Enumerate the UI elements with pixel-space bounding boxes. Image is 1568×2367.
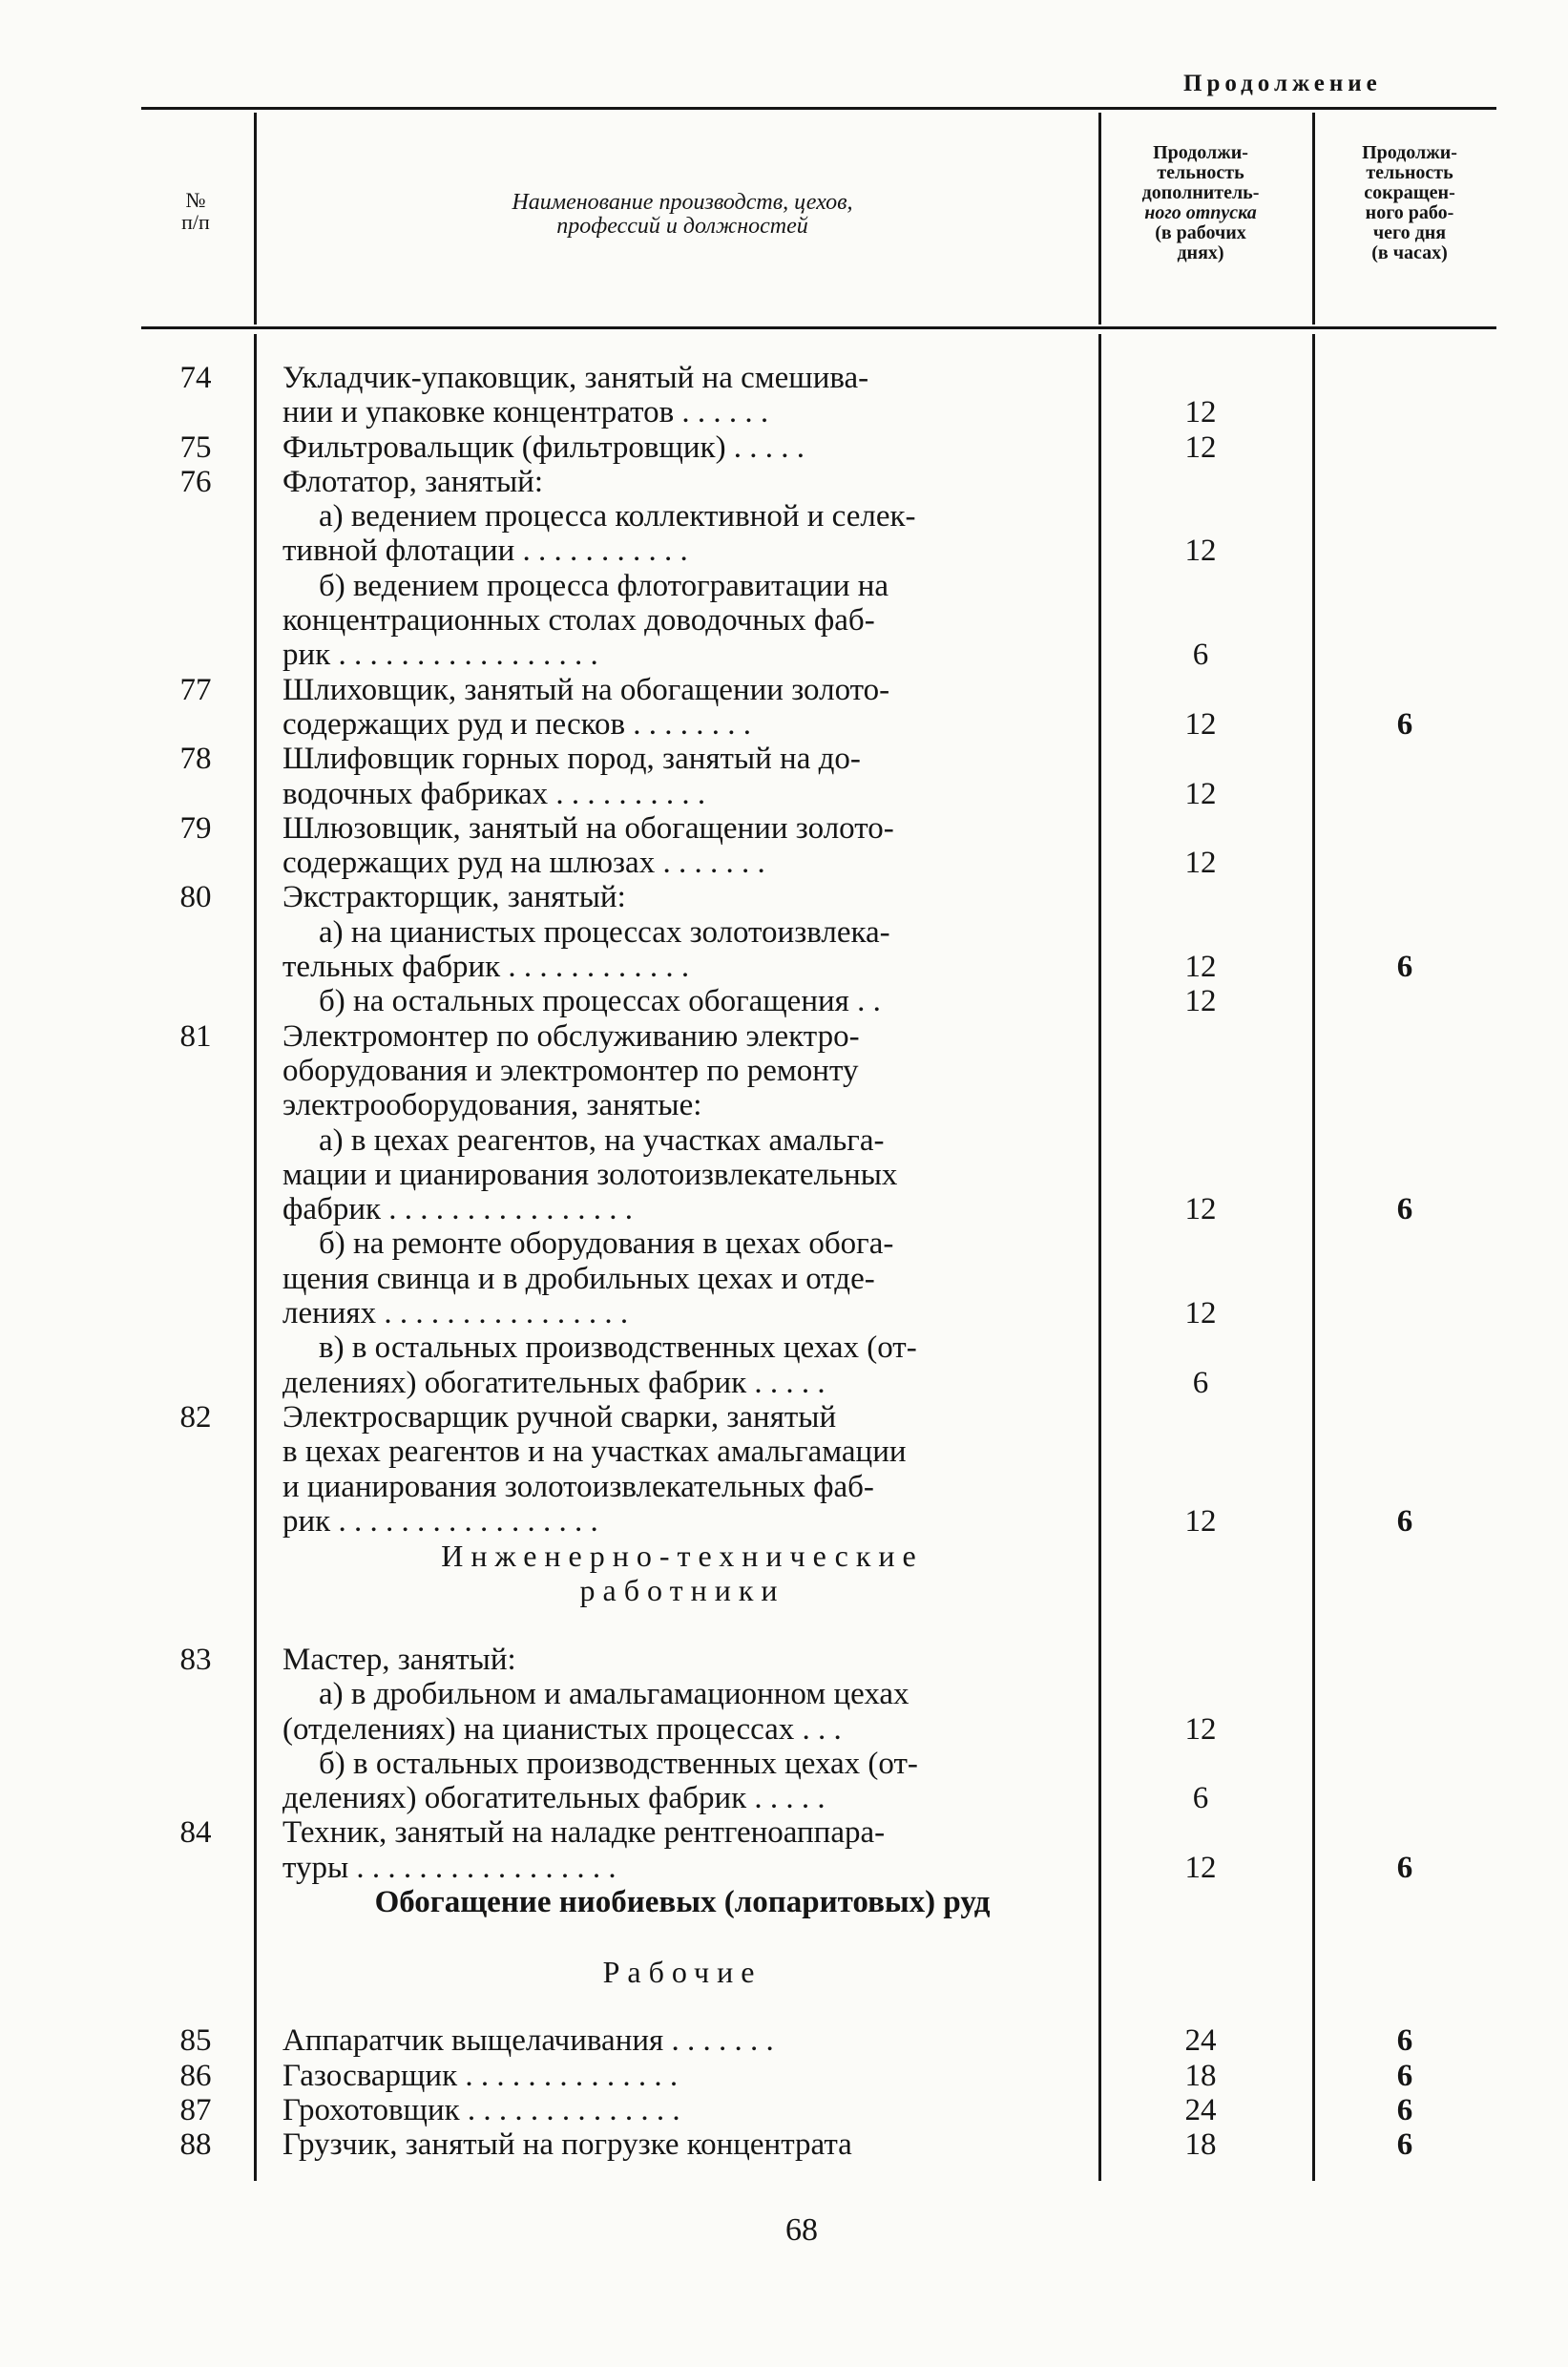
row-text: б) на остальных процессах обогащения . .: [319, 984, 881, 1019]
page-number: 68: [785, 2212, 818, 2248]
table-row: [0, 1504, 1568, 1539]
row-leave-days: 12: [1184, 534, 1217, 569]
row-leave-days: 12: [1184, 984, 1217, 1019]
row-text: тивной флотации . . . . . . . . . . .: [282, 534, 688, 569]
row-text: и цианирования золотоизвлекательных фаб-: [282, 1469, 874, 1504]
table-row: [0, 1296, 1568, 1330]
row-leave-days: 24: [1184, 2092, 1217, 2127]
row-leave-days: 6: [1192, 1365, 1209, 1400]
row-day-hours: 6: [1396, 2023, 1413, 2059]
table-row: [0, 2127, 1568, 2162]
table-row: [0, 1885, 1568, 1919]
row-number: 76: [179, 464, 212, 499]
row-text: нии и упаковке концентратов . . . . . .: [282, 395, 769, 430]
row-text: работники: [579, 1573, 785, 1608]
row-leave-days: 6: [1192, 1781, 1209, 1816]
table-row: [0, 1573, 1568, 1607]
table-row: [0, 1747, 1568, 1781]
table-row: [0, 1539, 1568, 1573]
table-row: [0, 1123, 1568, 1158]
table-body: [0, 361, 1568, 2162]
row-number: 78: [179, 742, 212, 777]
row-text: б) на ремонте оборудования в цехах обога-: [319, 1226, 894, 1262]
row-text: в цехах реагентов и на участках амальгамации: [282, 1435, 907, 1470]
row-text: оборудования и электромонтер по ремонту: [282, 1053, 859, 1088]
row-number: 82: [179, 1399, 212, 1435]
row-leave-days: 18: [1184, 2127, 1217, 2163]
table-row: [0, 2059, 1568, 2093]
row-leave-days: 12: [1184, 395, 1217, 430]
row-text: туры . . . . . . . . . . . . . . . . .: [282, 1850, 617, 1885]
row-leave-days: 18: [1184, 2058, 1217, 2093]
table-row: [0, 1851, 1568, 1885]
row-text: фабрик . . . . . . . . . . . . . . . .: [282, 1192, 634, 1227]
continued-label: Продолжение: [1183, 71, 1382, 96]
row-text: делениях) обогатительных фабрик . . . . .: [282, 1781, 826, 1816]
table-row: [0, 361, 1568, 395]
row-text: электрооборудования, занятые:: [282, 1088, 702, 1123]
header-number: № п/п: [181, 188, 210, 235]
row-number: 83: [179, 1642, 212, 1677]
table-row: [0, 499, 1568, 534]
row-text: а) ведением процесса коллективной и селек-: [319, 499, 916, 534]
row-text: мации и цианирования золотоизвлекательных: [282, 1157, 898, 1192]
row-leave-days: 12: [1184, 776, 1217, 811]
table-row: [0, 880, 1568, 914]
table-row: [0, 742, 1568, 776]
row-day-hours: 6: [1396, 1850, 1413, 1885]
table-row: [0, 1435, 1568, 1469]
row-text: делениях) обогатительных фабрик . . . . .: [282, 1365, 826, 1400]
row-number: 87: [179, 2092, 212, 2127]
row-text: лениях . . . . . . . . . . . . . . . .: [282, 1296, 629, 1331]
row-text: Электросварщик ручной сварки, занятый: [282, 1399, 837, 1435]
table-row: [0, 1781, 1568, 1815]
table-row: [0, 1608, 1568, 1643]
row-number: 77: [179, 672, 212, 707]
row-text: содержащих руд на шлюзах . . . . . . .: [282, 846, 765, 881]
row-leave-days: 12: [1184, 846, 1217, 881]
table-row: [0, 984, 1568, 1018]
row-text: Техник, занятый на наладке рентгеноаппара-: [282, 1815, 886, 1851]
row-text: а) в дробильном и амальгамационном цехах: [319, 1677, 909, 1712]
header-reduced-day: Продолжи- тельность сокращен- ного рабо- чего дня (в часах): [1362, 142, 1457, 263]
row-leave-days: 12: [1184, 950, 1217, 985]
table-row: [0, 1192, 1568, 1226]
row-leave-days: 6: [1192, 638, 1209, 673]
table-row: [0, 1643, 1568, 1677]
row-text: Рабочие: [602, 1954, 763, 1989]
row-number: 75: [179, 429, 212, 465]
row-number: 84: [179, 1815, 212, 1851]
row-number: 74: [179, 361, 212, 395]
table-row: [0, 569, 1568, 603]
row-leave-days: 12: [1184, 1503, 1217, 1539]
row-text: Фильтровальщик (фильтровщик) . . . . .: [282, 429, 805, 465]
row-number: 79: [179, 810, 212, 846]
row-text: Мастер, занятый:: [282, 1642, 516, 1677]
table-row: [0, 1054, 1568, 1088]
row-text: Обогащение ниобиевых (лопаритовых) руд: [374, 1885, 991, 1920]
row-leave-days: 12: [1184, 1711, 1217, 1747]
row-text: Газосварщик . . . . . . . . . . . . . .: [282, 2058, 679, 2093]
table-row: [0, 395, 1568, 429]
table-row: [0, 534, 1568, 568]
row-text: Грохотовщик . . . . . . . . . . . . . .: [282, 2092, 680, 2127]
table-row: [0, 638, 1568, 672]
row-text: Укладчик-упаковщик, занятый на смешива-: [282, 361, 869, 395]
row-text: водочных фабриках . . . . . . . . . .: [282, 776, 706, 811]
row-text: Шлюзовщик, занятый на обогащении золото-: [282, 810, 894, 846]
row-text: Грузчик, занятый на погрузке концентрата: [282, 2127, 852, 2163]
table-row: [0, 1400, 1568, 1435]
row-text: Экстракторщик, занятый:: [282, 880, 626, 915]
row-text: концентрационных столах доводочных фаб-: [282, 603, 875, 639]
table-row: [0, 915, 1568, 950]
table-row: [0, 777, 1568, 811]
table-row: [0, 2093, 1568, 2127]
header-name: Наименование производств, цехов, профессий и должностей: [512, 190, 853, 240]
table-row: [0, 1955, 1568, 1989]
table-row: [0, 1989, 1568, 2023]
header-additional-leave: Продолжи- тельность дополнитель- ного отпуска (в рабочих днях): [1141, 142, 1260, 263]
table-row: [0, 1677, 1568, 1711]
table-row: [0, 1226, 1568, 1261]
table-row: [0, 465, 1568, 499]
table-row: [0, 1919, 1568, 1954]
table-row: [0, 673, 1568, 707]
row-text: (отделениях) на цианистых процессах . . .: [282, 1711, 842, 1747]
table-row: [0, 707, 1568, 742]
row-text: Шлифовщик горных пород, занятый на до-: [282, 742, 861, 777]
table-row: [0, 1019, 1568, 1054]
row-day-hours: 6: [1396, 2092, 1413, 2127]
row-day-hours: 6: [1396, 950, 1413, 985]
row-text: Аппаратчик выщелачивания . . . . . . .: [282, 2023, 774, 2059]
row-leave-days: 12: [1184, 1192, 1217, 1227]
table-row: [0, 1470, 1568, 1504]
row-day-hours: 6: [1396, 1503, 1413, 1539]
row-number: 86: [179, 2058, 212, 2093]
row-text: Флотатор, занятый:: [282, 464, 544, 499]
row-day-hours: 6: [1396, 706, 1413, 742]
row-text: а) на цианистых процессах золотоизвлека-: [319, 914, 890, 950]
table-row: [0, 430, 1568, 465]
row-text: рик . . . . . . . . . . . . . . . . .: [282, 1503, 598, 1539]
column-divider-1: [254, 113, 257, 325]
header-bottom-rule: [141, 326, 1496, 329]
table-row: [0, 603, 1568, 638]
row-text: рик . . . . . . . . . . . . . . . . .: [282, 638, 598, 673]
table-row: [0, 1088, 1568, 1122]
row-leave-days: 12: [1184, 429, 1217, 465]
row-text: б) в остальных производственных цехах (от-: [319, 1746, 918, 1781]
table-row: [0, 1712, 1568, 1747]
row-leave-days: 12: [1184, 1296, 1217, 1331]
row-number: 88: [179, 2127, 212, 2163]
table-row: [0, 1366, 1568, 1400]
row-text: Электромонтер по обслуживанию электро-: [282, 1018, 860, 1054]
table-row: [0, 1330, 1568, 1365]
row-text: щения свинца и в дробильных цехах и отде-: [282, 1261, 875, 1296]
row-number: 81: [179, 1018, 212, 1054]
row-text: тельных фабрик . . . . . . . . . . . .: [282, 950, 690, 985]
table-row: [0, 2023, 1568, 2058]
row-leave-days: 12: [1184, 1850, 1217, 1885]
row-text: Инженерно-технические: [441, 1539, 924, 1574]
row-text: а) в цехах реагентов, на участках амальга-: [319, 1122, 885, 1158]
table-row: [0, 846, 1568, 880]
row-day-hours: 6: [1396, 1192, 1413, 1227]
row-text: в) в остальных производственных цехах (от-: [319, 1330, 917, 1366]
row-leave-days: 24: [1184, 2023, 1217, 2059]
row-number: 85: [179, 2023, 212, 2059]
table-top-rule: [141, 107, 1496, 110]
row-number: 80: [179, 880, 212, 915]
row-day-hours: 6: [1396, 2127, 1413, 2163]
table-row: [0, 1262, 1568, 1296]
row-day-hours: 6: [1396, 2058, 1413, 2093]
row-text: Шлиховщик, занятый на обогащении золото-: [282, 672, 890, 707]
row-text: б) ведением процесса флотогравитации на: [319, 568, 889, 603]
table-row: [0, 1158, 1568, 1192]
row-leave-days: 12: [1184, 706, 1217, 742]
table-row: [0, 950, 1568, 984]
column-divider-3: [1312, 113, 1315, 325]
row-text: содержащих руд и песков . . . . . . . .: [282, 706, 752, 742]
table-row: [0, 811, 1568, 846]
table-row: [0, 1815, 1568, 1850]
